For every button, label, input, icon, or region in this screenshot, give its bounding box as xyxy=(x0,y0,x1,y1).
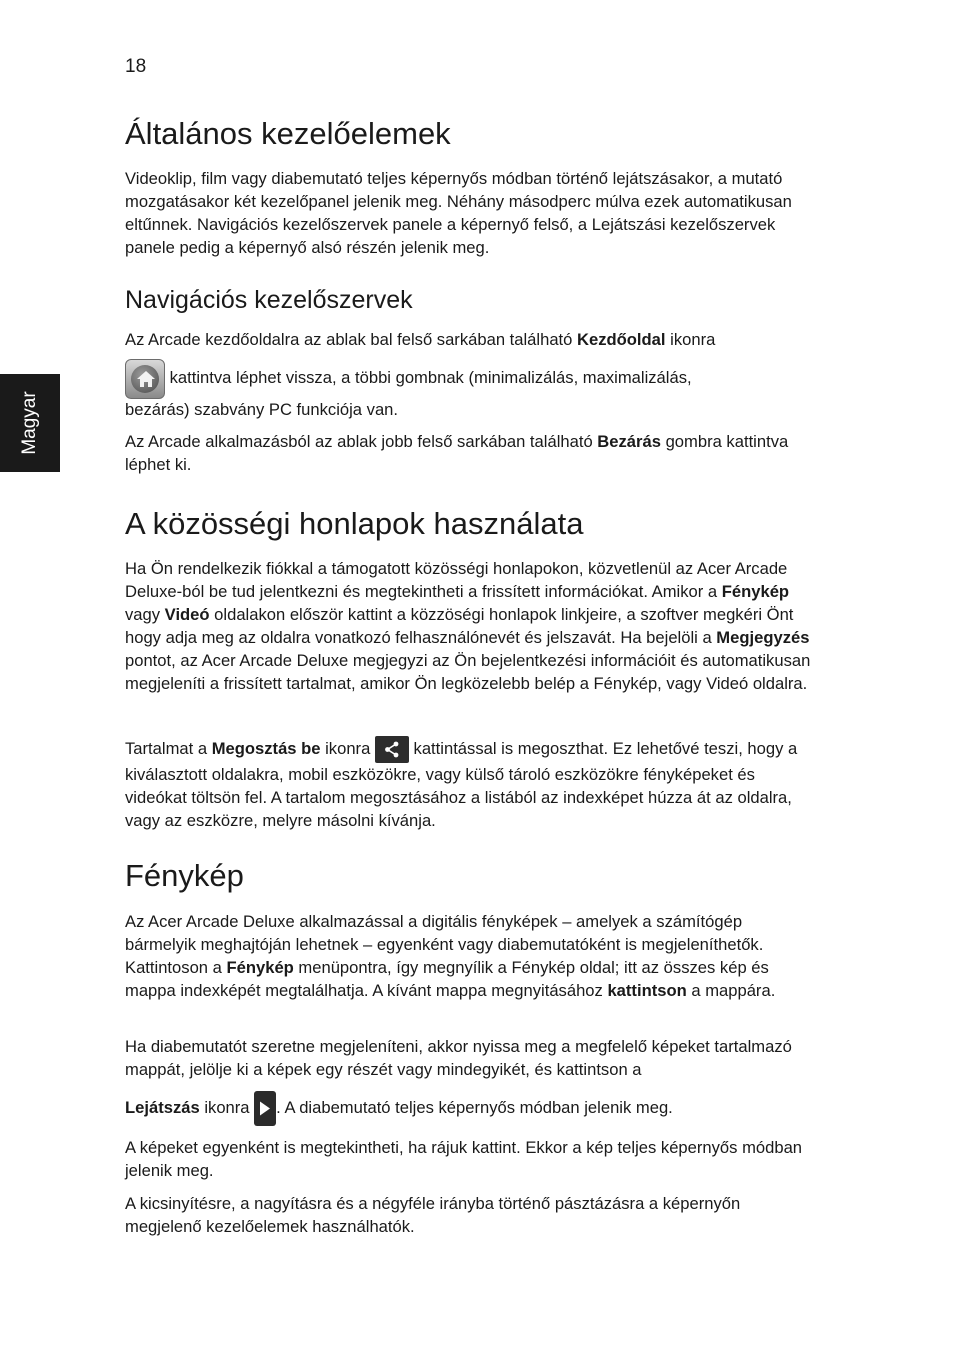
heading-altalanos: Általános kezelőelemek xyxy=(125,116,451,151)
heading-navigacios: Navigációs kezelőszervek xyxy=(125,286,413,314)
play-icon xyxy=(254,1091,276,1126)
paragraph-navigacios-4: Az Arcade alkalmazásból az ablak jobb felső sarkában található Bezárás gombra kattintva léphet ki. xyxy=(125,432,789,474)
bezaras-label: Bezárás xyxy=(597,432,661,451)
lejatszas-label: Lejátszás xyxy=(125,1098,200,1117)
paragraph-navigacios-2: kattintva léphet vissza, a többi gombnak (minimalizálás, maximalizálás, xyxy=(125,357,815,399)
paragraph-altalanos: Videoklip, film vagy diabemutató teljes képernyős módban történő lejátszásakor, a mutató mozgatásakor két kezelőpanel jelenik meg. Néhány másodperc múlva ezek automatikusan eltűnnek. Navigációs kezelőszervek panele a képernyő felső, a Lejátszási kezelőszervek panele pedig a képernyő alsó részén jelenik meg. xyxy=(125,169,792,257)
heading-fenykep: Fénykép xyxy=(125,858,244,893)
paragraph-kozossegi-1: Ha Ön rendelkezik fiókkal a támogatott közösségi honlapokon, közvetlenül az Acer Arcade Deluxe-ból be tud jelentkezni és megtekintheti a frissített információkat. Amikor a Fénykép vagy Videó oldalakon először kattint a közzöségi honlapok linkjeire, a szoftver megkéri Önt hogy adja meg az oldalra vonatkozó felhasználónevét és jelszavát. Ha bejelöli a Megjegyzés pontot, az Acer Arcade Deluxe megjegyzi az Ön bejelentkezési információit és automatikusan megjeleníti a frissített tartalmat, amikor Ön legközelebb belép a Fénykép, vagy Videó oldalra. xyxy=(125,559,811,693)
paragraph-fenykep-3: Lejátszás ikonra . A diabemutató teljes képernyős módban jelenik meg. xyxy=(125,1089,815,1127)
paragraph-fenykep-2: Ha diabemutatót szeretne megjeleníteni, akkor nyissa meg a megfelelő képeket tartalmazó mappát, jelölje ki a képek egy részét vagy mindegyikét, és kattintson a xyxy=(125,1037,792,1079)
paragraph-navigacios-3: bezárás) szabvány PC funkciója van. xyxy=(125,400,399,419)
paragraph-kozossegi-2: Tartalmat a Megosztás be ikonra kattintással is megoszthat. Ez lehetővé teszi, hogy a kiválasztott oldalakra, mobil eszközökre, vagy külső tároló eszközökre fényképeket és videókat töltsön fel. A tartalom megosztásához a listából az indexképet húzza át az oldalra, vagy az eszközre, melyre másolni kívánja. xyxy=(125,736,815,832)
share-icon xyxy=(375,736,409,763)
kezdooldal-label: Kezdőoldal xyxy=(577,330,666,349)
language-side-tab xyxy=(0,374,60,472)
paragraph-navigacios-1: Az Arcade kezdőoldalra az ablak bal felső sarkában található Kezdőoldal ikonra xyxy=(125,330,716,349)
heading-kozossegi: A közösségi honlapok használata xyxy=(125,506,584,541)
side-tab-label: Magyar xyxy=(19,391,40,455)
home-icon xyxy=(125,359,165,399)
paragraph-fenykep-5: A kicsinyítésre, a nagyításra és a négyféle irányba történő pásztázásra a képernyőn megjelenő kezelőelemek használhatók. xyxy=(125,1194,741,1236)
paragraph-fenykep-1: Az Acer Arcade Deluxe alkalmazással a digitális fényképek – amelyek a számítógép bármelyik meghajtóján lehetnek – egyenként vagy diabemutatóként is megjeleníthetők. Kattintoson a Fénykép menüpontra, így megnyílik a Fénykép oldal; itt az összes kép és mappa indexképét megtalálhatja. A kívánt mappa megnyitásához kattintson a mappára. xyxy=(125,912,776,1000)
page-number: 18 xyxy=(125,56,147,77)
paragraph-fenykep-4: A képeket egyenként is megtekintheti, ha rájuk kattint. Ekkor a kép teljes képernyős módban jelenik meg. xyxy=(125,1138,803,1180)
